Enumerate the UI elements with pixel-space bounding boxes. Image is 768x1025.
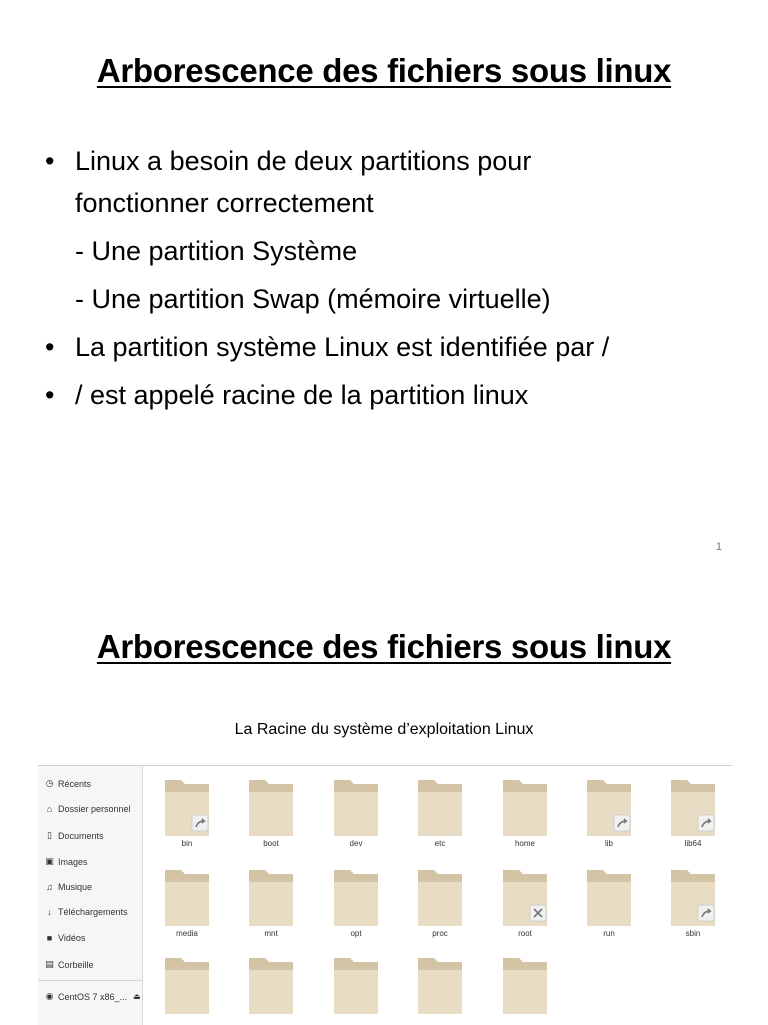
symlink-emblem-icon (698, 905, 714, 921)
folder-item[interactable] (321, 778, 391, 848)
folder-item[interactable] (152, 956, 222, 1017)
slide-title: Arborescence des fichiers sous linux (96, 628, 672, 665)
bullet-dot: • (45, 146, 55, 176)
folder-label: boot (263, 839, 279, 848)
folder-label: lib64 (684, 839, 702, 848)
bullet-item (45, 326, 745, 368)
folder-icon (333, 956, 379, 1014)
bullet-item (45, 140, 745, 224)
sidebar-item[interactable] (44, 959, 94, 970)
folder-item[interactable] (321, 956, 391, 1017)
folder-icon (164, 778, 210, 836)
folder-item[interactable] (574, 868, 644, 938)
sidebar-item-label: Vidéos (58, 933, 86, 943)
document-icon: ▯ (47, 830, 52, 840)
folder-icon (248, 868, 294, 926)
sidebar-item[interactable] (44, 907, 128, 917)
file-manager-sidebar (38, 766, 143, 1025)
bullet-dot: • (45, 332, 55, 362)
trash-icon: ▤ (45, 959, 54, 969)
folder-icon (586, 778, 632, 836)
bullet-dot: • (45, 380, 55, 410)
folder-icon (248, 956, 294, 1014)
file-manager-screenshot (38, 765, 732, 1025)
home-icon: ⌂ (46, 804, 53, 814)
bullet-text: La partition système Linux est identifiée par / (75, 332, 610, 362)
folder-label: dev (349, 839, 363, 848)
folder-item[interactable] (574, 778, 644, 848)
folder-label: home (514, 839, 535, 848)
disc-icon: ◉ (45, 991, 54, 1001)
slide-2 (0, 575, 768, 1024)
sub-item: - Une partition Swap (mémoire virtuelle) (75, 284, 551, 314)
eject-icon[interactable]: ⏏ (133, 992, 141, 1001)
folder-label: sbin (685, 929, 701, 938)
video-icon: ■ (46, 933, 53, 943)
folder-item[interactable] (405, 956, 475, 1017)
folder-icon (502, 868, 548, 926)
sidebar-item-label: Dossier personnel (58, 804, 131, 814)
sidebar-item-label: Récents (58, 778, 92, 789)
music-icon: ♫ (46, 882, 53, 892)
sidebar-item[interactable] (44, 778, 91, 789)
folder-item[interactable] (490, 778, 560, 848)
folder-icon (333, 778, 379, 836)
folder-icon (164, 868, 210, 926)
folder-item[interactable] (490, 868, 560, 938)
symlink-emblem-icon (192, 815, 208, 831)
folder-item[interactable] (405, 868, 475, 938)
sidebar-item-label: Corbeille (58, 959, 94, 970)
folder-grid (142, 766, 732, 1025)
folder-item[interactable] (405, 778, 475, 848)
sidebar-item[interactable] (44, 804, 131, 814)
folder-icon (248, 778, 294, 836)
symlink-emblem-icon (614, 815, 630, 831)
sidebar-item-label: Images (58, 856, 88, 867)
folder-icon (417, 868, 463, 926)
folder-item[interactable] (152, 868, 222, 938)
folder-item[interactable] (321, 868, 391, 938)
bullet-item (45, 374, 745, 416)
slide-title: Arborescence des fichiers sous linux (96, 52, 672, 89)
sidebar-item[interactable] (44, 933, 85, 943)
sidebar-item[interactable] (44, 882, 92, 892)
folder-icon (670, 778, 716, 836)
folder-icon (670, 868, 716, 926)
page-number: 1 (715, 541, 722, 553)
clock-icon: ◷ (45, 778, 54, 788)
bullet-text: / est appelé racine de la partition linux (75, 380, 529, 410)
folder-icon (333, 868, 379, 926)
sidebar-item-label: CentOS 7 x86_... (58, 991, 128, 1002)
sidebar-item[interactable] (44, 856, 88, 867)
sidebar-item-label: Musique (58, 882, 93, 892)
folder-label: bin (181, 839, 193, 848)
symlink-emblem-icon (698, 815, 714, 831)
sidebar-item-label: Téléchargements (58, 907, 128, 917)
folder-icon (502, 956, 548, 1014)
sub-item: - Une partition Système (75, 236, 358, 266)
bullet-text: fonctionner correctement (75, 188, 374, 218)
locked-emblem-icon (530, 905, 546, 921)
folder-item[interactable] (152, 778, 222, 848)
folder-icon (164, 956, 210, 1014)
folder-item[interactable] (658, 868, 728, 938)
download-icon: ↓ (47, 907, 52, 917)
folder-item[interactable] (490, 956, 560, 1017)
sidebar-item[interactable] (44, 830, 104, 841)
folder-item[interactable] (236, 778, 306, 848)
folder-label: opt (350, 929, 362, 938)
folder-label: lib (604, 839, 613, 848)
folder-icon (586, 868, 632, 926)
folder-label: run (603, 929, 615, 938)
folder-item[interactable] (236, 956, 306, 1017)
sidebar-separator (38, 980, 142, 981)
figure-caption: La Racine du système d’exploitation Linux (234, 721, 534, 738)
folder-label: media (176, 929, 198, 938)
sidebar-item-label: Documents (58, 830, 104, 841)
sidebar-item[interactable] (44, 991, 141, 1002)
folder-label: mnt (264, 929, 278, 938)
camera-icon: ▣ (45, 856, 54, 866)
folder-icon (417, 956, 463, 1014)
folder-item[interactable] (658, 778, 728, 848)
folder-label: root (518, 929, 532, 938)
folder-item[interactable] (236, 868, 306, 938)
folder-icon (502, 778, 548, 836)
folder-icon (417, 778, 463, 836)
folder-label: etc (434, 839, 446, 848)
bullet-text: Linux a besoin de deux partitions pour (75, 146, 532, 176)
bullet-list (45, 140, 745, 416)
folder-label: proc (432, 929, 448, 938)
